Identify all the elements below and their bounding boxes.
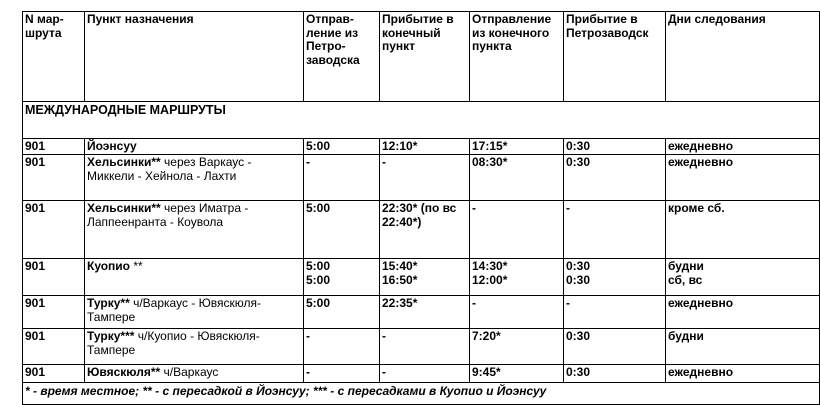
destination: Куопио **: [85, 259, 304, 296]
arrival-final: 15:40* 16:50*: [380, 259, 470, 296]
arrival-final: -: [380, 365, 470, 383]
route-row: [23, 259, 820, 296]
route-number: 901: [23, 139, 85, 155]
days: будни сб, вс: [666, 259, 820, 296]
destination: Ювяскюля** ч/Варкаус: [85, 365, 304, 383]
arrival-petrozavodsk: 0:30: [564, 329, 666, 365]
departure-petrozavodsk: 5:00: [304, 201, 380, 259]
header-departure-final: Отправление из конечного пункта: [470, 12, 564, 102]
arrival-final: -: [380, 155, 470, 201]
destination: Хельсинки** через Варкаус - Миккели - Хейнола - Лахти: [85, 155, 304, 201]
route-number: 901: [23, 259, 85, 296]
departure-final: 9:45*: [470, 365, 564, 383]
header-days: Дни следования: [666, 12, 820, 102]
arrival-petrozavodsk: 0:30: [564, 365, 666, 383]
section-row: [23, 102, 820, 139]
header-arrival-final: Прибытие в конечный пункт: [380, 12, 470, 102]
departure-petrozavodsk: 5:00: [304, 139, 380, 155]
arrival-final: 22:35*: [380, 296, 470, 329]
route-number: 901: [23, 296, 85, 329]
header-route-number: N мар- шрута: [23, 12, 85, 102]
days: ежедневно: [666, 139, 820, 155]
arrival-final: -: [380, 329, 470, 365]
days: ежедневно: [666, 365, 820, 383]
arrival-final: 12:10*: [380, 139, 470, 155]
arrival-petrozavodsk: 0:30: [564, 155, 666, 201]
destination: Йоэнсуу: [85, 139, 304, 155]
destination: Турку** ч/Варкаус - Ювяскюля- Тампере: [85, 296, 304, 329]
arrival-petrozavodsk: 0:30: [564, 139, 666, 155]
days: ежедневно: [666, 296, 820, 329]
departure-petrozavodsk: -: [304, 329, 380, 365]
departure-final: -: [470, 201, 564, 259]
route-row: [23, 365, 820, 383]
route-row: [23, 296, 820, 329]
header-arrival-petrozavodsk: Прибытие в Петрозаводск: [564, 12, 666, 102]
destination: Турку*** ч/Куопио - Ювяскюля- Тампере: [85, 329, 304, 365]
departure-petrozavodsk: 5:00 5:00: [304, 259, 380, 296]
route-row: [23, 139, 820, 155]
footnote: * - время местное; ** - с пересадкой в Йоэнсуу; *** - с пересадками в Куопио и Йоэнсуу: [23, 383, 820, 405]
route-number: 901: [23, 329, 85, 365]
route-number: 901: [23, 365, 85, 383]
arrival-final: 22:30* (по вс 22:40*): [380, 201, 470, 259]
header-departure-petrozavodsk: Отправ- ление из Петро- заводска: [304, 12, 380, 102]
schedule-table: [22, 11, 820, 405]
header-destination: Пункт назначения: [85, 12, 304, 102]
departure-final: -: [470, 296, 564, 329]
routes-body: [23, 139, 820, 383]
departure-final: 7:20*: [470, 329, 564, 365]
schedule-table-wrapper: [22, 11, 819, 396]
arrival-petrozavodsk: -: [564, 296, 666, 329]
route-row: [23, 201, 820, 259]
departure-final: 17:15*: [470, 139, 564, 155]
departure-final: 14:30* 12:00*: [470, 259, 564, 296]
departure-petrozavodsk: -: [304, 365, 380, 383]
days: будни: [666, 329, 820, 365]
section-title: МЕЖДУНАРОДНЫЕ МАРШРУТЫ: [23, 102, 820, 139]
destination: Хельсинки** через Иматра - Лаппеенранта - Коувола: [85, 201, 304, 259]
route-number: 901: [23, 201, 85, 259]
footnote-row: [23, 383, 820, 405]
days: кроме сб.: [666, 201, 820, 259]
departure-petrozavodsk: 5:00: [304, 296, 380, 329]
arrival-petrozavodsk: -: [564, 201, 666, 259]
arrival-petrozavodsk: 0:30 0:30: [564, 259, 666, 296]
route-row: [23, 329, 820, 365]
departure-final: 08:30*: [470, 155, 564, 201]
header-row: [23, 12, 820, 102]
departure-petrozavodsk: -: [304, 155, 380, 201]
days: ежедневно: [666, 155, 820, 201]
route-row: [23, 155, 820, 201]
route-number: 901: [23, 155, 85, 201]
